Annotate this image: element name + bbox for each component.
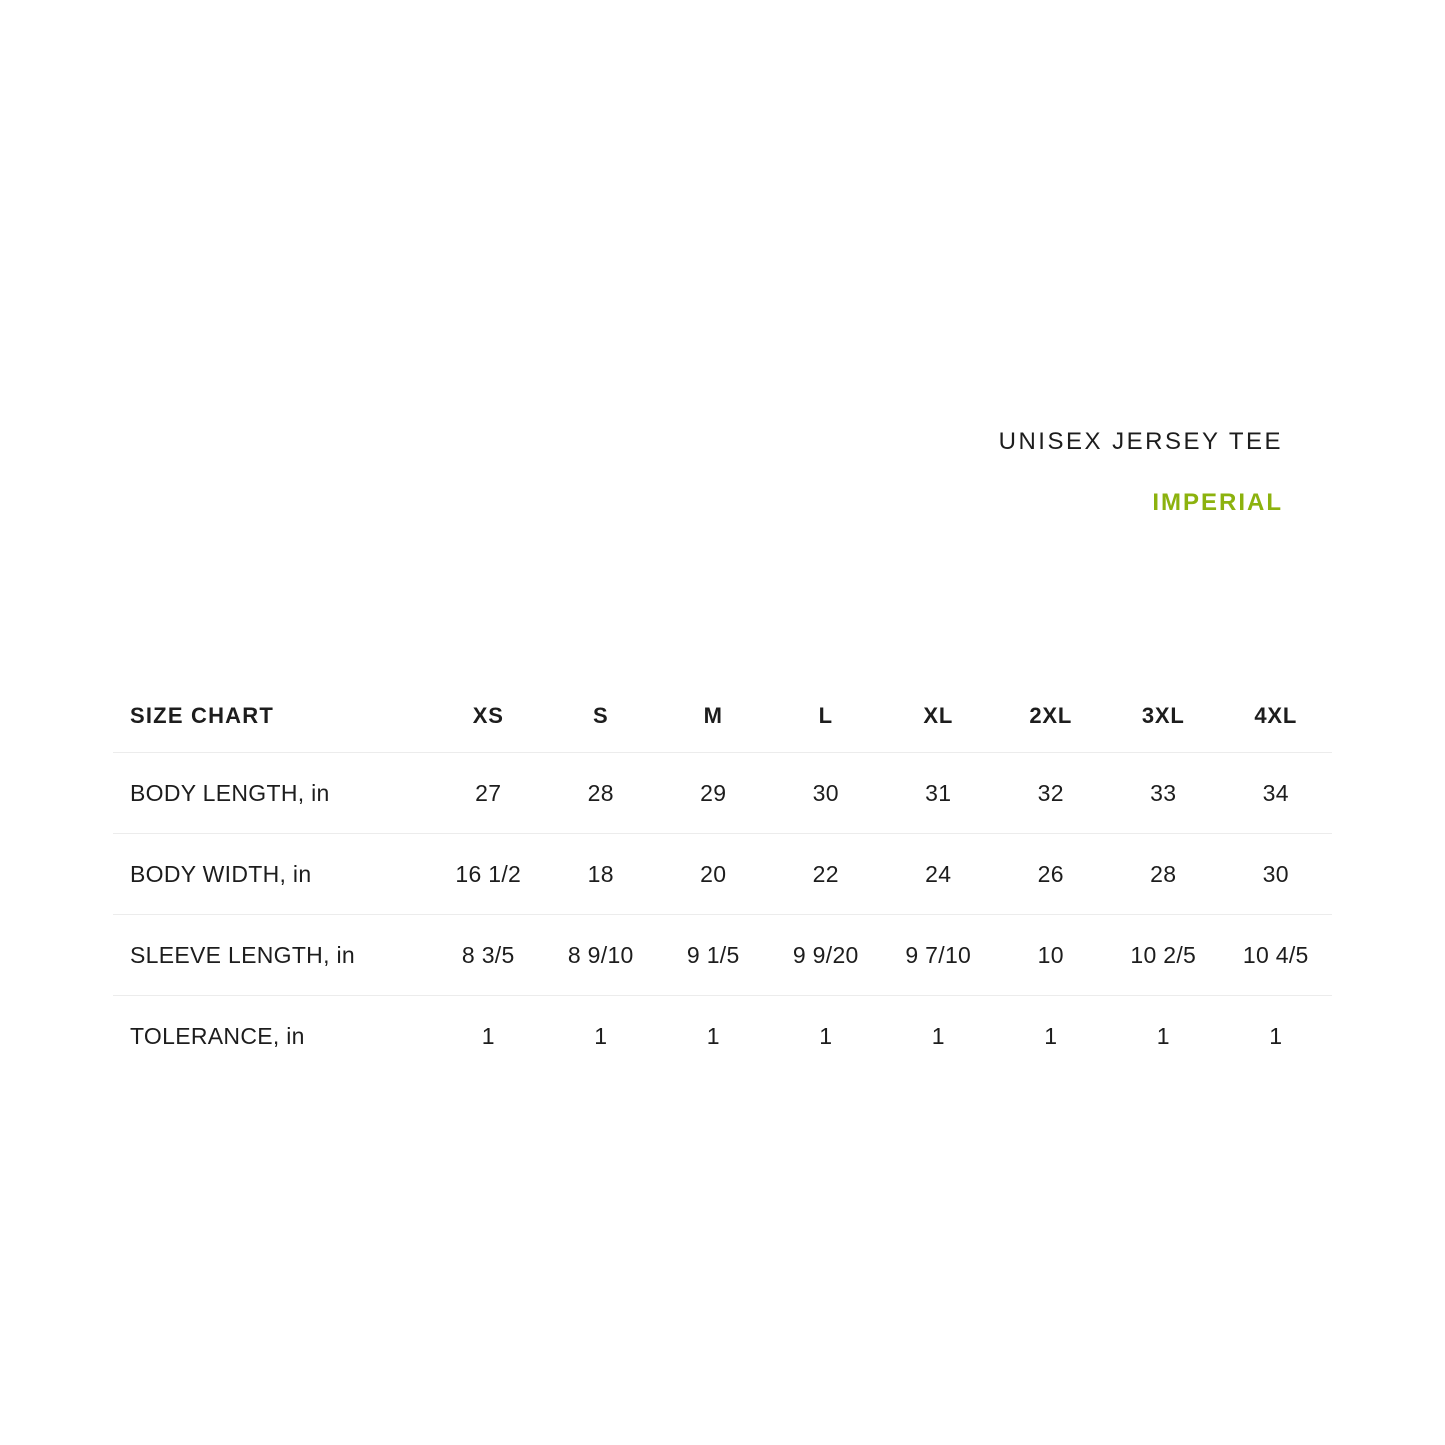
cell: 1 xyxy=(594,1022,608,1049)
cell: 10 xyxy=(995,915,1108,996)
cell: 1 xyxy=(1269,1022,1283,1049)
cell: 1 xyxy=(931,1022,945,1049)
column-header-m: M xyxy=(657,679,770,753)
cell: 26 xyxy=(995,834,1108,915)
cell: 1 xyxy=(1044,1022,1058,1049)
cell: 9 7/10 xyxy=(882,915,995,996)
product-title: UNISEX JERSEY TEE xyxy=(998,428,1283,455)
cell: 31 xyxy=(882,753,995,834)
unit-system-label: IMPERIAL xyxy=(1152,489,1283,516)
column-header-l: L xyxy=(770,679,883,753)
table-row-body-width xyxy=(113,834,1332,915)
cell: 1 xyxy=(1156,1022,1170,1049)
size-chart-title: SIZE CHART xyxy=(113,679,432,753)
cell: 28 xyxy=(1107,834,1220,915)
cell: 1 xyxy=(481,1022,495,1049)
row-label: SLEEVE LENGTH, in xyxy=(113,915,432,996)
cell: 9 9/20 xyxy=(770,915,883,996)
size-chart-table xyxy=(113,679,1332,1076)
table-row-tolerance xyxy=(113,996,1332,1077)
column-header-3xl: 3XL xyxy=(1107,679,1220,753)
cell: 20 xyxy=(657,834,770,915)
cell: 18 xyxy=(545,834,658,915)
cell: 27 xyxy=(432,753,545,834)
header-row xyxy=(113,679,1332,753)
column-header-xs: XS xyxy=(432,679,545,753)
column-header-xl: XL xyxy=(882,679,995,753)
cell: 1 xyxy=(706,1022,720,1049)
cell: 8 3/5 xyxy=(432,915,545,996)
cell: 16 1/2 xyxy=(432,834,545,915)
column-header-2xl: 2XL xyxy=(995,679,1108,753)
row-label: TOLERANCE, in xyxy=(130,1022,305,1049)
cell: 32 xyxy=(995,753,1108,834)
cell: 34 xyxy=(1220,753,1333,834)
cell: 10 4/5 xyxy=(1220,915,1333,996)
cell: 10 2/5 xyxy=(1107,915,1220,996)
column-header-4xl: 4XL xyxy=(1220,679,1333,753)
title-block xyxy=(999,428,1283,517)
cell: 1 xyxy=(819,1022,833,1049)
cell: 28 xyxy=(545,753,658,834)
cell: 8 9/10 xyxy=(545,915,658,996)
cell: 24 xyxy=(882,834,995,915)
cell: 30 xyxy=(770,753,883,834)
row-label: BODY WIDTH, in xyxy=(113,834,432,915)
table-row-sleeve-length xyxy=(113,915,1332,996)
table-row-body-length xyxy=(113,753,1332,834)
cell: 33 xyxy=(1107,753,1220,834)
cell: 29 xyxy=(657,753,770,834)
row-label: BODY LENGTH, in xyxy=(113,753,432,834)
cell: 30 xyxy=(1220,834,1333,915)
cell: 9 1/5 xyxy=(657,915,770,996)
cell: 22 xyxy=(770,834,883,915)
column-header-s: S xyxy=(545,679,658,753)
